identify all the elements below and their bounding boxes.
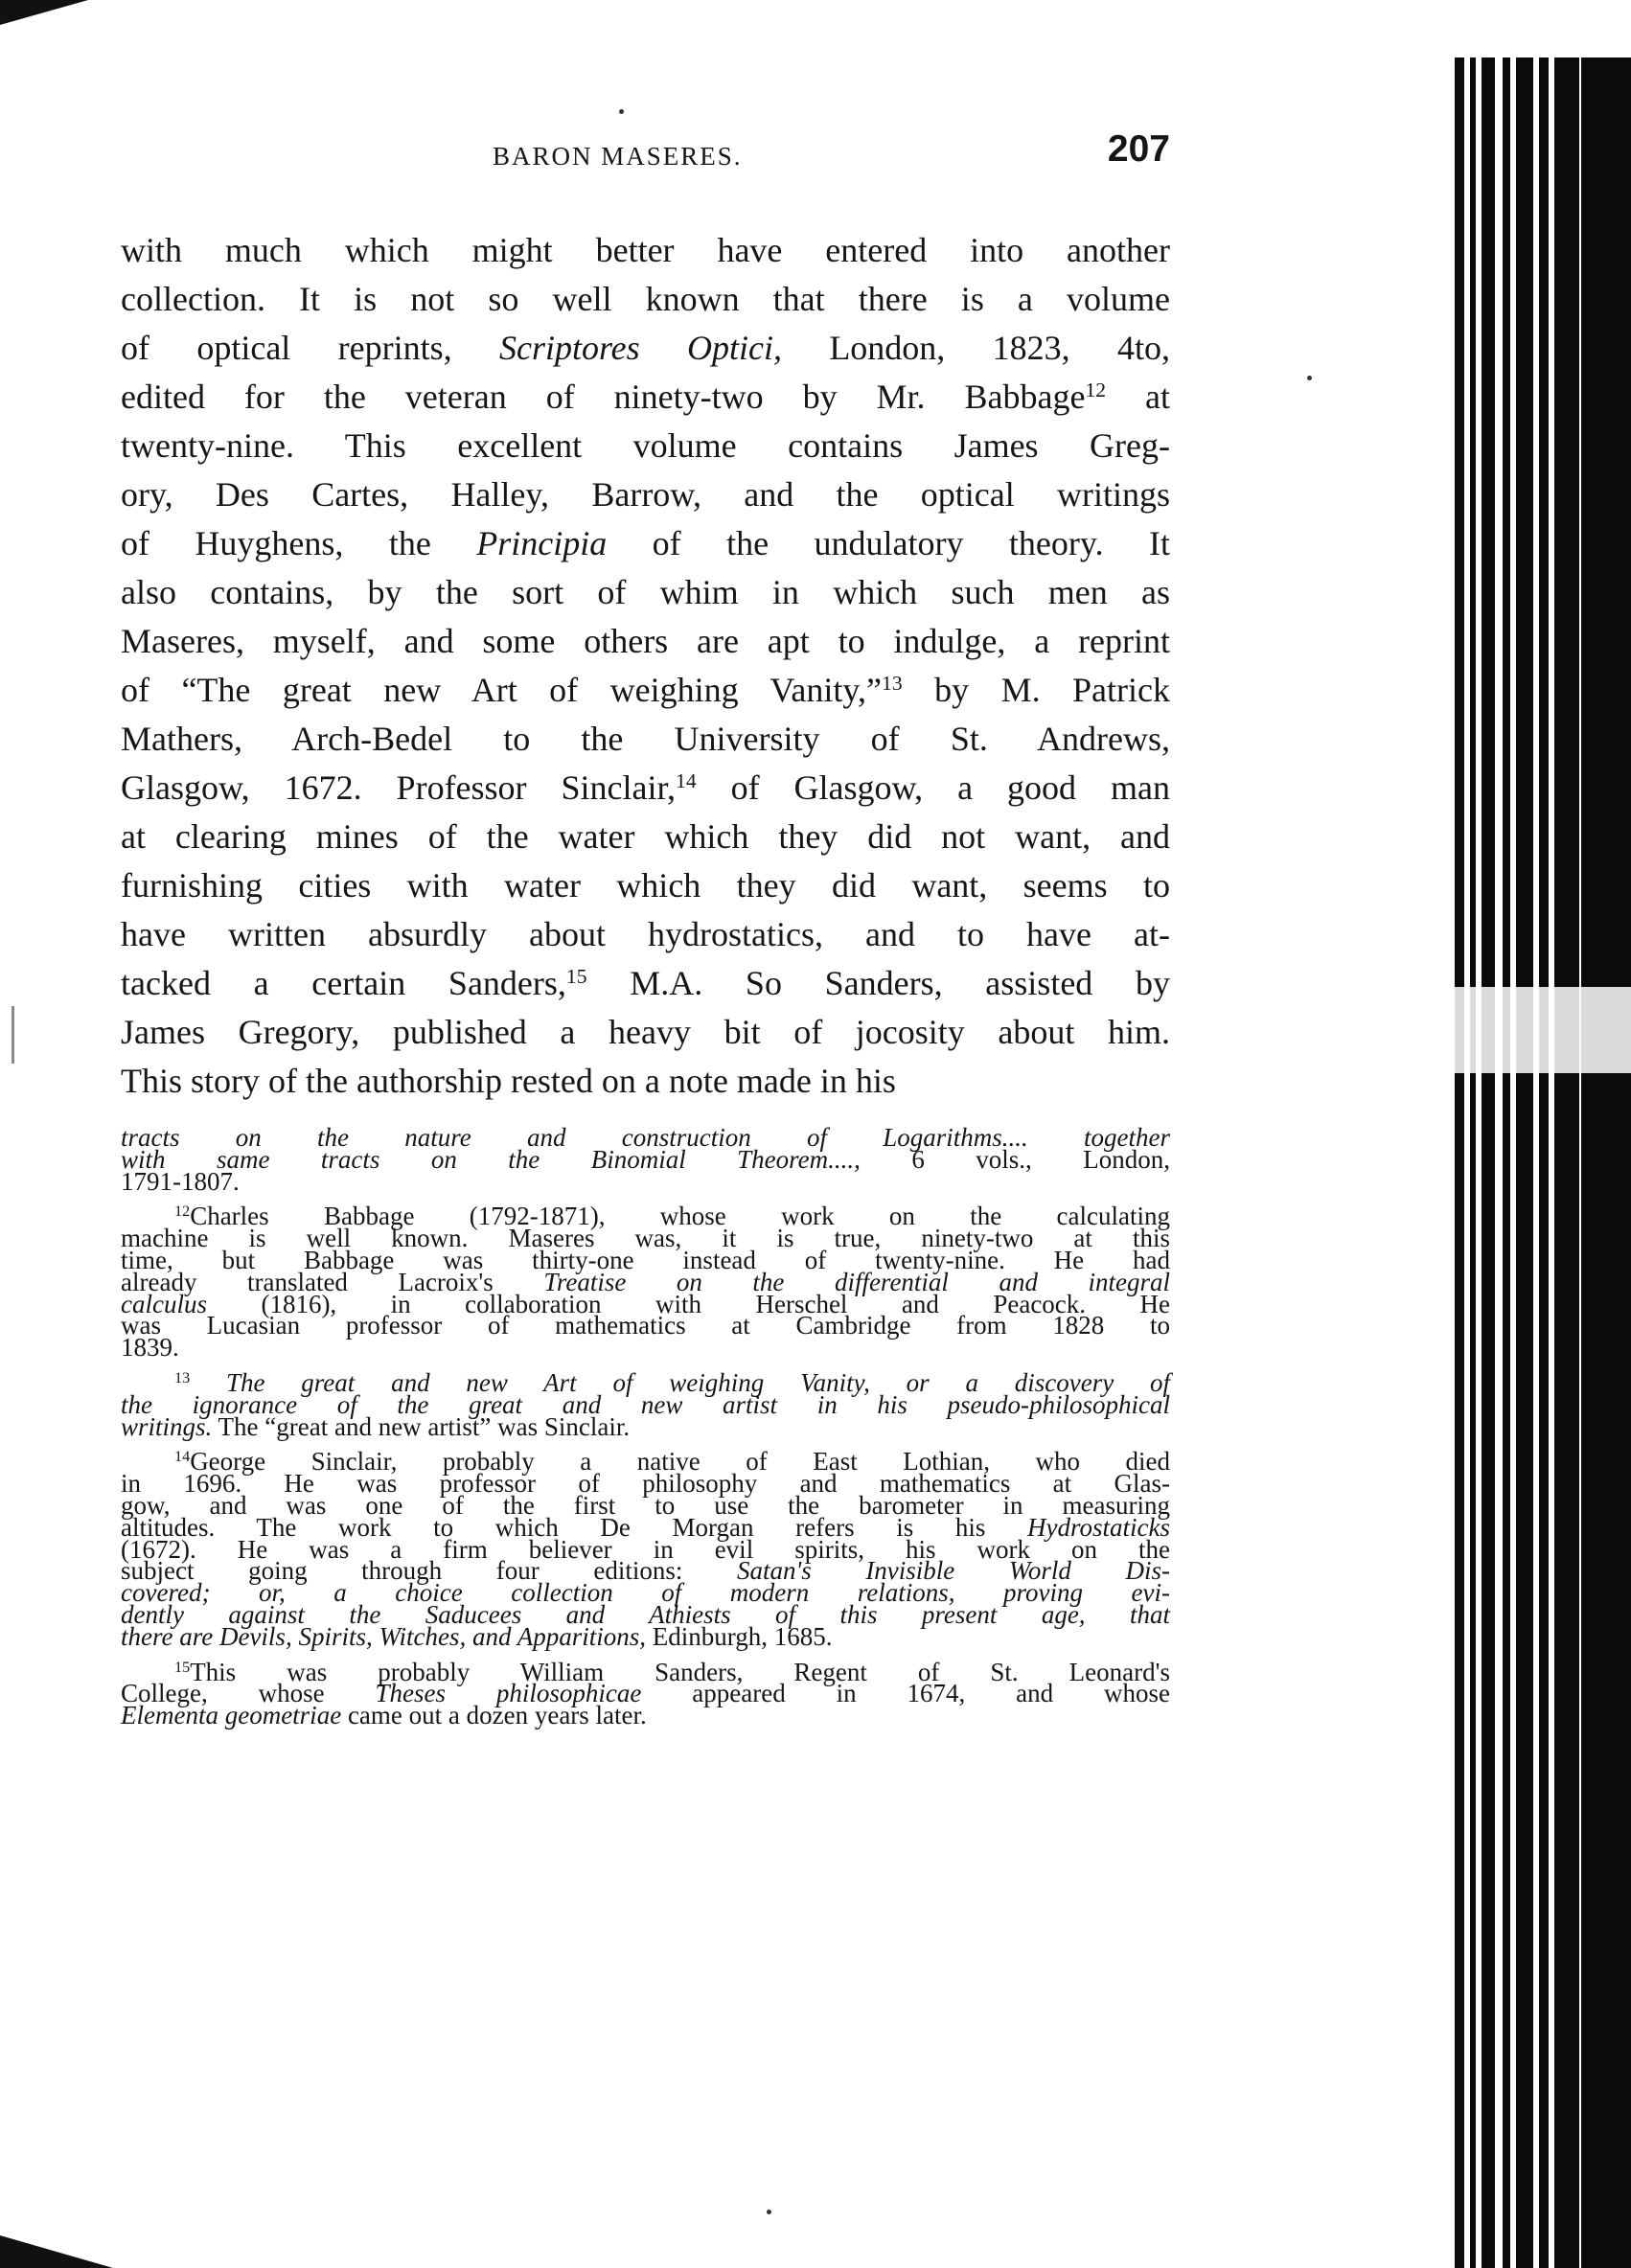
text-run: George Sinclair, probably a native of East Lothian, who died <box>190 1447 1170 1477</box>
footnote-ref: 13 <box>882 672 903 696</box>
text-run: of optical reprints, <box>121 329 499 367</box>
text-run: with much which might better have entered into another <box>121 231 1170 269</box>
footnote-line <box>121 1701 1170 1730</box>
text-run: altitudes. The work to which De Morgan refers is his <box>121 1512 1028 1542</box>
body-line <box>121 519 1170 568</box>
italic-text: Treatise on the differential and integral <box>543 1267 1170 1296</box>
italic-text: tracts on the nature and construction of Logarithms.... together <box>121 1123 1170 1152</box>
footnote-line <box>121 1144 1170 1174</box>
footnote-line <box>121 1621 1170 1651</box>
italic-text: Principia <box>476 524 608 562</box>
book-binding-edge <box>1426 0 1631 2268</box>
main-text <box>121 226 1170 1106</box>
text-run: M.A. So Sanders, assisted by <box>586 964 1170 1002</box>
footnote-ref: 13 <box>174 1369 191 1387</box>
text-run: gow, and was one of the first to use the barometer in measuring <box>121 1490 1170 1520</box>
text-run: time, but Babbage was thirty-one instead of twenty-nine. He had <box>121 1245 1170 1274</box>
text-run: James Gregory, published a heavy bit of jocosity about him. <box>121 1013 1170 1051</box>
text-run: already translated Lacroix's <box>121 1267 544 1296</box>
text-run: This story of the authorship rested on a note made in his <box>121 1062 896 1100</box>
scan-corner-shadow-bottom <box>0 2235 113 2268</box>
text-run: 1839. <box>121 1333 179 1363</box>
footnote-ref: 12 <box>1085 378 1107 402</box>
footnote <box>121 1202 1170 1363</box>
footnote-line <box>121 1311 1170 1340</box>
scan-edge-mark <box>11 1006 14 1064</box>
italic-text: Satan's Invisible World Dis- <box>736 1556 1170 1586</box>
text-run: This was probably William Sanders, Regent of St. Leonard's <box>190 1657 1170 1686</box>
text-run: have written absurdly about hydrostatics, and to have at- <box>121 915 1170 953</box>
text-run: edited for the veteran of ninety-two by Mr. Babbage <box>121 378 1086 416</box>
italic-text: Hydrostaticks <box>1027 1512 1170 1542</box>
body-line <box>121 470 1170 519</box>
scan-speck <box>767 2210 771 2214</box>
text-run: Edinburgh, 1685. <box>645 1621 833 1651</box>
text-run: at <box>1106 378 1171 416</box>
footnote-continuation <box>121 1123 1170 1196</box>
text-run: was Lucasian professor of mathematics at Cambridge from 1828 to <box>121 1311 1170 1340</box>
italic-text: calculus <box>121 1289 207 1318</box>
text-run: machine is well known. Maseres was, it is true, ninety-two at this <box>121 1224 1170 1253</box>
text-run: of Huyghens, the <box>121 524 477 562</box>
text-run: Charles Babbage (1792-1871), whose work on the calculating <box>190 1202 1170 1231</box>
text-run: Maseres, myself, and some others are apt to indulge, a reprint <box>121 622 1170 660</box>
footnote <box>121 1657 1170 1730</box>
footnote-ref: 14 <box>174 1448 191 1466</box>
text-run: collection. It is not so well known that there is a volume <box>121 280 1170 318</box>
text-run: appeared in 1674, and whose <box>641 1679 1170 1708</box>
body-line <box>121 373 1170 422</box>
text-run: also contains, by the sort of whim in which such men as <box>121 573 1170 611</box>
body-line <box>121 813 1170 861</box>
footnote-ref: 15 <box>565 965 587 989</box>
footnote-line <box>121 1166 1170 1196</box>
text-run: Glasgow, 1672. Professor Sinclair, <box>121 768 677 807</box>
italic-text: Theses philosophicae <box>375 1679 642 1708</box>
text-run: in 1696. He was professor of philosophy and mathematics at Glas- <box>121 1469 1170 1499</box>
text-run: subject going through four editions: <box>121 1556 737 1586</box>
body-line <box>121 1057 1170 1106</box>
body-line <box>121 910 1170 959</box>
italic-text: dently against the Saducees and Athiests of this present age, that <box>121 1599 1170 1629</box>
scan-corner-shadow-top <box>0 0 88 25</box>
body-line <box>121 324 1170 373</box>
body-line <box>121 764 1170 813</box>
text-run: ory, Des Cartes, Halley, Barrow, and the optical writings <box>121 475 1170 514</box>
body-line <box>121 959 1170 1008</box>
text-run: by M. Patrick <box>902 671 1171 709</box>
italic-text: there are Devils, Spirits, Witches, and Apparitions, <box>121 1621 646 1651</box>
text-run: came out a dozen years later. <box>341 1701 647 1730</box>
body-line <box>121 226 1170 275</box>
footnote-line <box>121 1411 1170 1441</box>
scan-speck <box>619 109 624 114</box>
footnote-ref: 12 <box>174 1203 191 1221</box>
text-run: 1791-1807. <box>121 1166 240 1196</box>
italic-text: The great and new Art of weighing Vanity, or a discovery of <box>190 1367 1170 1397</box>
body-line <box>121 861 1170 910</box>
italic-text: writings. <box>121 1411 213 1441</box>
footnote-ref: 15 <box>174 1658 191 1676</box>
page-number: 207 <box>1107 128 1170 170</box>
text-run: The “great and new artist” was Sinclair. <box>212 1411 631 1441</box>
text-run: of the undulatory theory. It <box>607 524 1170 562</box>
body-line <box>121 617 1170 666</box>
footnotes <box>121 1123 1170 1740</box>
footnote-line <box>121 1333 1170 1363</box>
footnote <box>121 1447 1170 1651</box>
text-run: London, 1823, 4to, <box>781 329 1171 367</box>
footnote <box>121 1367 1170 1441</box>
text-run: at clearing mines of the water which they did not want, and <box>121 817 1170 856</box>
text-run: of Glasgow, a good man <box>696 768 1170 807</box>
text-run: Mathers, Arch-Bedel to the University of St. Andrews, <box>121 720 1170 758</box>
text-run: of “The great new Art of weighing Vanity,” <box>121 671 883 709</box>
body-line <box>121 666 1170 715</box>
footnote-ref: 14 <box>676 769 697 793</box>
italic-text: covered; or, a choice collection of modern relations, proving evi- <box>121 1578 1170 1608</box>
running-head: BARON MASERES. <box>493 142 743 171</box>
body-line <box>121 422 1170 470</box>
text-run: tacked a certain Sanders, <box>121 964 566 1002</box>
body-line <box>121 568 1170 617</box>
text-run: 6 vols., London, <box>860 1144 1170 1174</box>
body-line <box>121 1008 1170 1057</box>
text-run: College, whose <box>121 1679 376 1708</box>
text-run: (1672). He was a firm believer in evil spirits, his work on the <box>121 1534 1170 1564</box>
italic-text: with same tracts on the Binomial Theorem...., <box>121 1144 861 1174</box>
page-header <box>121 128 1170 178</box>
text-run: furnishing cities with water which they did want, seems to <box>121 866 1170 905</box>
body-line <box>121 275 1170 324</box>
text-run: (1816), in collaboration with Herschel and Peacock. He <box>206 1289 1170 1318</box>
scan-speck <box>1307 376 1312 380</box>
italic-text: the ignorance of the great and new artist in his pseudo-philosophical <box>121 1389 1170 1419</box>
italic-text: Elementa geometriae <box>121 1701 342 1730</box>
body-line <box>121 715 1170 764</box>
text-run: twenty-nine. This excellent volume contains James Greg- <box>121 426 1170 465</box>
italic-text: Scriptores Optici, <box>498 329 782 367</box>
